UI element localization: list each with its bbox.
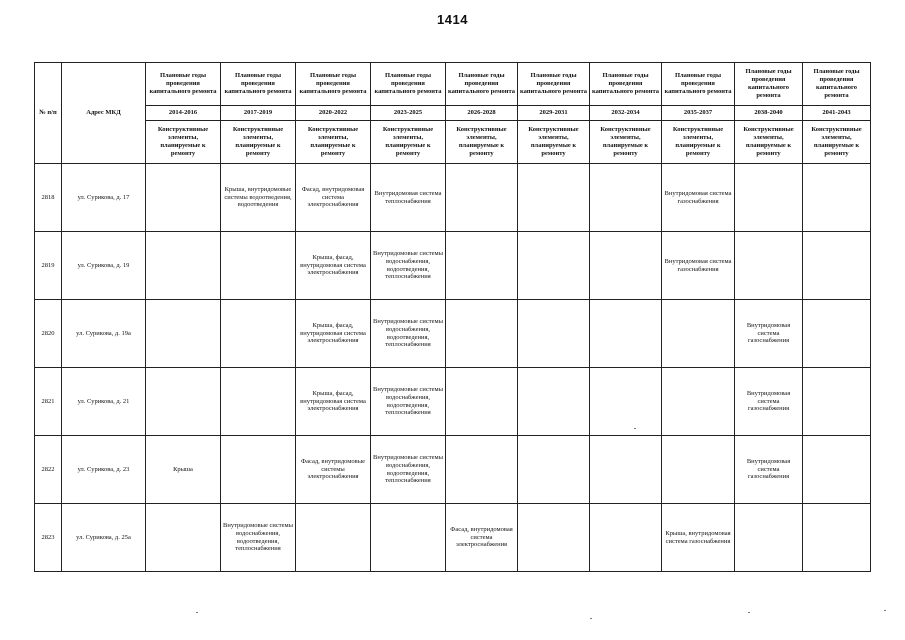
cell-elements: Крыша, фасад, внутридомовая система электроснабжения	[296, 300, 371, 368]
cell-elements	[518, 436, 590, 504]
elements-header: Конструктивные элементы, планируемые к ремонту	[735, 121, 803, 164]
period-years: 2035-2037	[662, 106, 735, 121]
cell-elements	[590, 368, 662, 436]
page-number: 1414	[437, 12, 468, 27]
row-address: ул. Сурикова, д. 21	[62, 368, 146, 436]
cell-elements	[518, 368, 590, 436]
scan-speck	[748, 612, 750, 613]
elements-header: Конструктивные элементы, планируемые к ремонту	[590, 121, 662, 164]
capital-repair-plan-table	[34, 62, 871, 572]
cell-elements	[662, 368, 735, 436]
cell-elements	[590, 300, 662, 368]
table-row	[35, 164, 871, 232]
row-number: 2821	[35, 368, 62, 436]
period-years: 2014-2016	[146, 106, 221, 121]
cell-elements	[446, 436, 518, 504]
period-header: Плановые годы проведения капитального ремонта	[662, 63, 735, 106]
cell-elements	[735, 504, 803, 572]
cell-elements	[590, 504, 662, 572]
period-header: Плановые годы проведения капитального ремонта	[296, 63, 371, 106]
cell-elements	[803, 368, 871, 436]
table-row	[35, 368, 871, 436]
cell-elements	[446, 300, 518, 368]
cell-elements	[146, 164, 221, 232]
cell-elements: Внутридомовая система газоснабжения	[662, 164, 735, 232]
cell-elements: Внутридомовые системы водоснабжения, водоотведения, теплоснабжения	[371, 300, 446, 368]
period-header: Плановые годы проведения капитального ремонта	[735, 63, 803, 106]
scan-speck	[634, 428, 636, 429]
col-address-header: Адрес МКД	[62, 63, 146, 164]
row-address: ул. Сурикова, д. 19	[62, 232, 146, 300]
cell-elements: Фасад, внутридомовая система электроснабжения	[446, 504, 518, 572]
table-row	[35, 504, 871, 572]
elements-header: Конструктивные элементы, планируемые к ремонту	[221, 121, 296, 164]
period-years: 2038-2040	[735, 106, 803, 121]
cell-elements	[803, 300, 871, 368]
period-years: 2029-2031	[518, 106, 590, 121]
cell-elements	[735, 164, 803, 232]
cell-elements	[518, 300, 590, 368]
cell-elements: Фасад, внутридомовая система электроснабжения	[296, 164, 371, 232]
period-years: 2023-2025	[371, 106, 446, 121]
cell-elements: Внутридомовая система газоснабжения	[735, 368, 803, 436]
cell-elements: Крыша, внутридомовые системы водоотведения, водоотведения	[221, 164, 296, 232]
cell-elements: Внутридомовые системы водоснабжения, водоотведения, теплоснабжения	[371, 436, 446, 504]
period-years: 2017-2019	[221, 106, 296, 121]
cell-elements	[518, 232, 590, 300]
elements-header: Конструктивные элементы, планируемые к ремонту	[518, 121, 590, 164]
period-years: 2032-2034	[590, 106, 662, 121]
row-number: 2818	[35, 164, 62, 232]
cell-elements	[803, 164, 871, 232]
period-years: 2041-2043	[803, 106, 871, 121]
row-address: ул. Сурикова, д. 17	[62, 164, 146, 232]
row-address: ул. Сурикова, д. 23	[62, 436, 146, 504]
cell-elements	[146, 300, 221, 368]
col-number-header: № п/п	[35, 63, 62, 164]
row-number: 2822	[35, 436, 62, 504]
cell-elements: Внутридомовая система газоснабжения	[735, 300, 803, 368]
row-number: 2823	[35, 504, 62, 572]
period-header: Плановые годы проведения капитального ремонта	[803, 63, 871, 106]
cell-elements	[803, 436, 871, 504]
elements-header: Конструктивные элементы, планируемые к ремонту	[803, 121, 871, 164]
cell-elements	[146, 368, 221, 436]
period-years: 2020-2022	[296, 106, 371, 121]
period-years: 2026-2028	[446, 106, 518, 121]
cell-elements	[221, 232, 296, 300]
row-address: ул. Сурикова, д. 25а	[62, 504, 146, 572]
cell-elements	[221, 368, 296, 436]
cell-elements	[518, 164, 590, 232]
period-header: Плановые годы проведения капитального ремонта	[221, 63, 296, 106]
cell-elements	[146, 232, 221, 300]
scan-speck	[196, 612, 198, 613]
table-row	[35, 300, 871, 368]
cell-elements	[221, 300, 296, 368]
row-address: ул. Сурикова, д. 19а	[62, 300, 146, 368]
cell-elements: Внутридомовые системы водоснабжения, водоотведения, теплоснабжения	[371, 232, 446, 300]
cell-elements	[590, 436, 662, 504]
cell-elements	[446, 164, 518, 232]
table-row	[35, 232, 871, 300]
elements-header: Конструктивные элементы, планируемые к ремонту	[446, 121, 518, 164]
cell-elements: Внутридомовая система газоснабжения	[735, 436, 803, 504]
period-header: Плановые годы проведения капитального ремонта	[371, 63, 446, 106]
cell-elements: Внутридомовая система теплоснабжения	[371, 164, 446, 232]
scan-speck	[590, 618, 592, 619]
period-header: Плановые годы проведения капитального ремонта	[518, 63, 590, 106]
cell-elements	[662, 436, 735, 504]
cell-elements: Внутридомовая система газоснабжения	[662, 232, 735, 300]
cell-elements	[446, 232, 518, 300]
row-number: 2819	[35, 232, 62, 300]
cell-elements	[518, 504, 590, 572]
cell-elements	[146, 504, 221, 572]
cell-elements: Крыша, фасад, внутридомовая система электроснабжения	[296, 368, 371, 436]
period-header: Плановые годы проведения капитального ремонта	[446, 63, 518, 106]
cell-elements	[803, 504, 871, 572]
scan-speck	[884, 610, 886, 611]
period-header: Плановые годы проведения капитального ремонта	[590, 63, 662, 106]
elements-header: Конструктивные элементы, планируемые к ремонту	[296, 121, 371, 164]
cell-elements: Внутридомовые системы водоснабжения, водоотведения, теплоснабжения	[221, 504, 296, 572]
period-header: Плановые годы проведения капитального ремонта	[146, 63, 221, 106]
cell-elements	[446, 368, 518, 436]
cell-elements	[371, 504, 446, 572]
elements-header: Конструктивные элементы, планируемые к ремонту	[662, 121, 735, 164]
cell-elements	[590, 232, 662, 300]
cell-elements: Крыша, внутридомовая система газоснабжения	[662, 504, 735, 572]
cell-elements	[803, 232, 871, 300]
cell-elements	[590, 164, 662, 232]
cell-elements	[221, 436, 296, 504]
cell-elements: Крыша	[146, 436, 221, 504]
cell-elements: Внутридомовые системы водоснабжения, водоотведения, теплоснабжения	[371, 368, 446, 436]
table-row	[35, 436, 871, 504]
elements-header: Конструктивные элементы, планируемые к ремонту	[146, 121, 221, 164]
elements-header: Конструктивные элементы, планируемые к ремонту	[371, 121, 446, 164]
cell-elements	[296, 504, 371, 572]
cell-elements: Фасад, внутридомовые системы электроснабжения	[296, 436, 371, 504]
row-number: 2820	[35, 300, 62, 368]
cell-elements	[735, 232, 803, 300]
cell-elements: Крыша, фасад, внутридомовая система электроснабжения	[296, 232, 371, 300]
cell-elements	[662, 300, 735, 368]
